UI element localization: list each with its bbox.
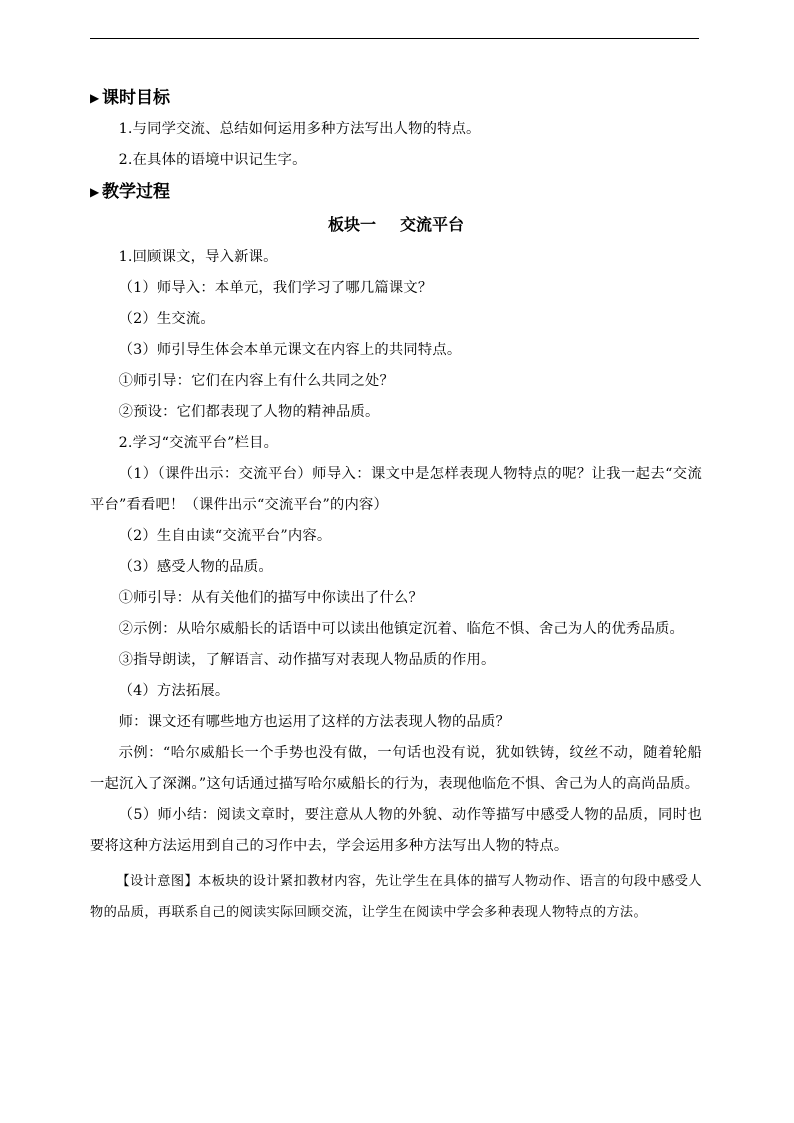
triangle-marker-icon: ▶	[90, 91, 100, 105]
process-line: （1）（课件出示：交流平台）师导入：课文中是怎样表现人物特点的呢？让我一起去“交流平台”看看吧！（课件出示“交流平台”的内容）	[90, 466, 702, 513]
process-line: 2.学习“交流平台”栏目。	[118, 435, 279, 451]
process-line: （2）生自由读“交流平台”内容。	[118, 528, 332, 544]
process-line: （3）师引导生体会本单元课文在内容上的共同特点。	[118, 342, 462, 358]
objectives-heading	[90, 82, 702, 114]
document-body	[90, 82, 702, 928]
process-line: 师：课文还有哪些地方也运用了这样的方法表现人物的品质？	[118, 714, 511, 730]
process-line: ①师引导：从有关他们的描写中你读出了什么？	[118, 590, 424, 606]
objective-item: 2.在具体的语境中识记生字。	[118, 152, 307, 168]
objective-item: 1.与同学交流、总结如何运用多种方法写出人物的特点。	[118, 121, 481, 137]
process-line: ③指导朗读，了解语言、动作描写对表现人物品质的作用。	[118, 652, 496, 668]
process-line: 1.回顾课文，导入新课。	[118, 249, 278, 265]
design-intent-note: 【设计意图】本板块的设计紧扣教材内容，先让学生在具体的描写人物动作、语言的句段中感受人物的品质，再联系自己的阅读实际回顾交流，让学生在阅读中学会多种表现人物特点的方法。	[90, 874, 702, 920]
process-line: （1）师导入：本单元，我们学习了哪几篇课文？	[118, 280, 433, 296]
block-title	[90, 208, 702, 242]
header-rule	[90, 38, 699, 39]
process-heading	[90, 176, 702, 208]
process-line: 示例：“哈尔威船长一个手势也没有做，一句话也没有说，犹如铁铸，纹丝不动，随着轮船一起沉入了深渊。”这句话通过描写哈尔威船长的行为，表现他临危不惧、舍己为人的高尚品质。	[90, 745, 702, 792]
triangle-marker-icon: ▶	[90, 185, 100, 199]
process-line: （3）感受人物的品质。	[118, 559, 273, 575]
process-line: （4）方法拓展。	[118, 683, 230, 699]
process-line: （2）生交流。	[118, 311, 215, 327]
block-title-number: 板块一	[327, 215, 376, 234]
process-line: ①师引导：它们在内容上有什么共同之处？	[118, 373, 395, 389]
process-line: （5）师小结：阅读文章时，要注意从人物的外貌、动作等描写中感受人物的品质，同时也要将这种方法运用到自己的习作中去，学会运用多种方法写出人物的特点。	[90, 807, 702, 854]
process-heading-text: 教学过程	[102, 182, 170, 202]
objectives-heading-text: 课时目标	[102, 88, 170, 108]
process-line: ②示例：从哈尔威船长的话语中可以读出他镇定沉着、临危不惧、舍己为人的优秀品质。	[118, 621, 684, 637]
block-title-name: 交流平台	[400, 215, 465, 234]
process-line: ②预设：它们都表现了人物的精神品质。	[118, 404, 380, 420]
